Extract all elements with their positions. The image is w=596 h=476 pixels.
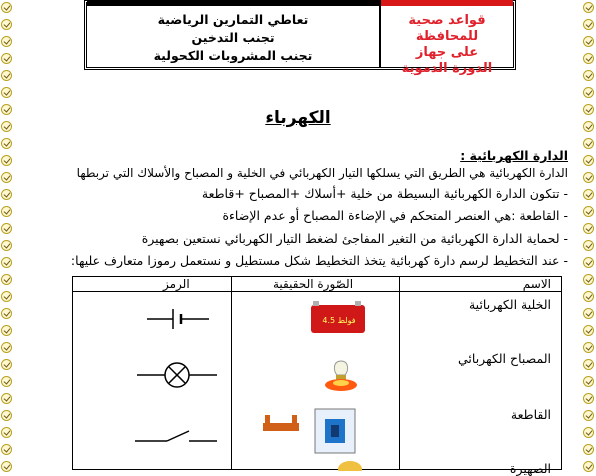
border-ring-icon [583, 155, 594, 166]
border-ring-icon [583, 19, 594, 30]
header-symbol: الرمز [163, 277, 190, 291]
border-ring-icon [1, 19, 12, 30]
red-title-line: على جهاز [415, 45, 479, 60]
border-ring-icon [1, 189, 12, 200]
border-ring-icon [583, 36, 594, 47]
border-ring-icon [1, 223, 12, 234]
row-name: المصباح الكهربائي [458, 351, 551, 366]
border-ring-icon [583, 291, 594, 302]
wall-switch-photo-icon [313, 407, 359, 455]
border-ring-icon [1, 257, 12, 268]
border-ring-icon [1, 87, 12, 98]
border-ring-icon [583, 172, 594, 183]
lamp-symbol-icon [133, 355, 223, 395]
border-ring-icon [583, 461, 594, 472]
border-ring-icon [1, 2, 12, 13]
rule-item: تعاطي التمارين الرياضية [157, 12, 309, 27]
left-decorative-border [0, 0, 14, 470]
header-name: الاسم [522, 277, 551, 291]
border-ring-icon [1, 274, 12, 285]
section-heading: الدارة الكهربائية : [460, 148, 568, 163]
paragraph-line: - عند التخطيط لرسم دارة كهربائية يتخذ التخطيط شكل مستطيل و نستعمل رموزا متعارف عليها: [70, 253, 568, 268]
health-rules-title [379, 3, 513, 76]
column-divider [231, 277, 232, 469]
border-ring-icon [1, 138, 12, 149]
border-ring-icon [1, 410, 12, 421]
lesson-title-text: الكهرباء [265, 108, 331, 128]
row-name: الخلية الكهربائية [468, 297, 551, 312]
paragraph-line: - تتكون الدارة الكهربائية البسيطة من خلية +أسلاك +المصباح +قاطعة [201, 186, 568, 201]
paragraph-line: - القاطعة :هي العنصر المتحكم في الإضاءة المصباح أو عدم الإضاءة [222, 208, 568, 223]
header-top-strip [87, 0, 513, 6]
lesson-title [0, 108, 596, 128]
border-ring-icon [1, 461, 12, 472]
battery-symbol-icon [143, 303, 223, 335]
border-ring-icon [1, 342, 12, 353]
border-ring-icon [583, 138, 594, 149]
border-ring-icon [1, 172, 12, 183]
lamp-photo-icon [321, 357, 361, 397]
border-ring-icon [1, 36, 12, 47]
border-ring-icon [1, 444, 12, 455]
border-ring-icon [583, 342, 594, 353]
red-title-line: الدورة الدموية [401, 61, 493, 76]
border-ring-icon [583, 223, 594, 234]
header-row-line [73, 291, 561, 292]
health-rules-list [87, 3, 379, 67]
border-ring-icon [1, 240, 12, 251]
health-rules-table [84, 0, 516, 76]
symbols-table [72, 276, 562, 476]
border-ring-icon [1, 359, 12, 370]
header-image: الصّورة الحقيقية [273, 277, 354, 291]
border-ring-icon [583, 359, 594, 370]
rule-item: تجنب التدخين [191, 30, 275, 45]
border-ring-icon [583, 427, 594, 438]
border-ring-icon [583, 53, 594, 64]
column-divider [399, 277, 400, 469]
knife-switch-photo-icon [259, 411, 303, 447]
border-ring-icon [1, 291, 12, 302]
border-ring-icon [583, 308, 594, 319]
border-ring-icon [583, 410, 594, 421]
border-ring-icon [583, 206, 594, 217]
border-ring-icon [583, 240, 594, 251]
border-ring-icon [583, 2, 594, 13]
border-ring-icon [583, 274, 594, 285]
border-ring-icon [1, 206, 12, 217]
paragraph-line: - لحماية الدارة الكهربائية من التغير المفاجئ لضغط التيار الكهربائي نستعين بصهيرة [141, 231, 568, 246]
border-ring-icon [583, 376, 594, 387]
border-ring-icon [1, 53, 12, 64]
border-ring-icon [583, 444, 594, 455]
right-decorative-border [582, 0, 596, 470]
border-ring-icon [1, 427, 12, 438]
border-ring-icon [583, 257, 594, 268]
border-ring-icon [1, 155, 12, 166]
border-ring-icon [1, 325, 12, 336]
border-ring-icon [583, 325, 594, 336]
paragraph-line: الدارة الكهربائية هي الطريق التي يسلكها التيار الكهربائي في الخلية و المصباح والأسلاك التي تربطها [76, 166, 568, 180]
border-ring-icon [1, 308, 12, 319]
border-ring-icon [583, 87, 594, 98]
border-ring-icon [583, 189, 594, 200]
row-name: القاطعة [510, 407, 551, 422]
border-ring-icon [1, 376, 12, 387]
fuse-photo-icon [335, 457, 365, 471]
battery-photo-icon [309, 301, 369, 337]
red-title-line: قواعد صحية للمحافظة [408, 13, 486, 44]
border-ring-icon [1, 393, 12, 404]
rule-item: تجنب المشروبات الكحولية [153, 48, 313, 63]
border-ring-icon [1, 70, 12, 81]
border-ring-icon [583, 70, 594, 81]
switch-symbol-icon [131, 423, 221, 453]
battery-label: 4.5 فولط [322, 316, 356, 325]
row-name: الصهيرة [509, 461, 551, 476]
border-ring-icon [583, 393, 594, 404]
